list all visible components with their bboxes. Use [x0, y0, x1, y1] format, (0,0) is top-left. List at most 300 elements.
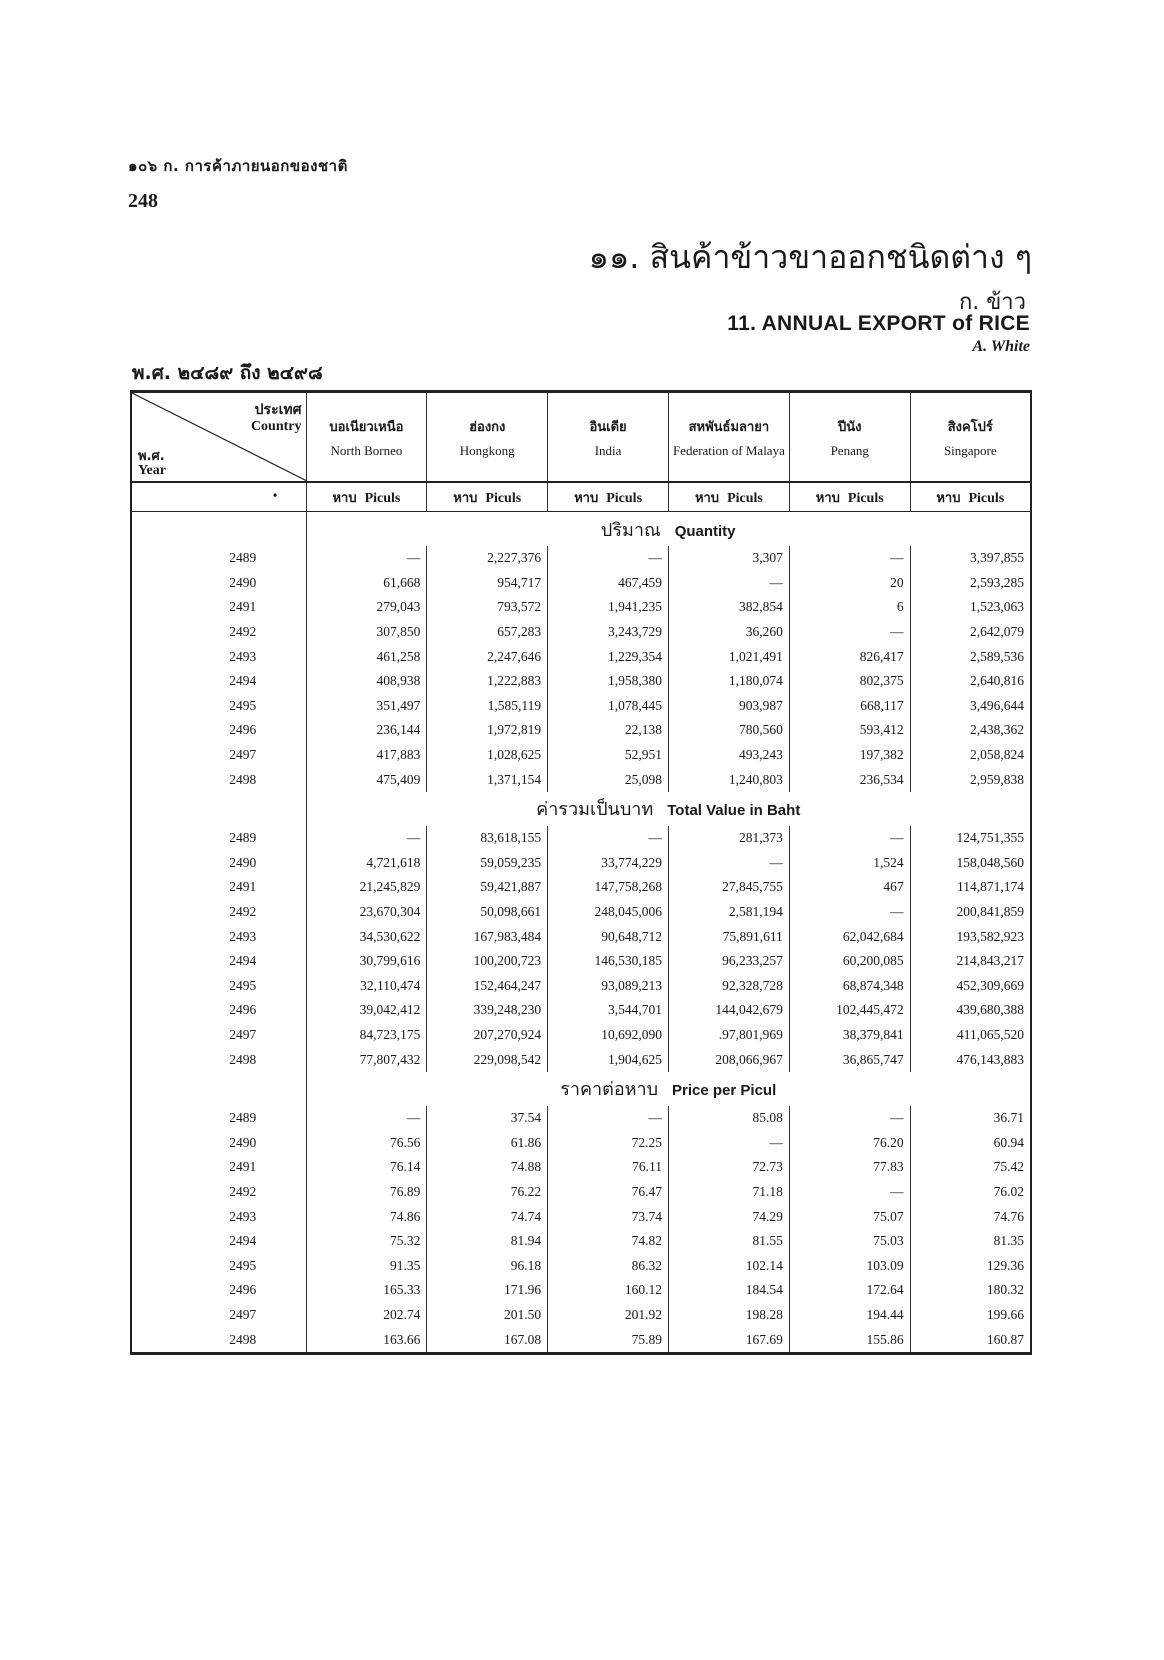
value-cell: 60.94 — [910, 1130, 1031, 1155]
value-cell: 158,048,560 — [910, 851, 1031, 876]
value-cell: 903,987 — [668, 694, 789, 719]
value-cell: 467 — [789, 875, 910, 900]
value-cell: — — [306, 546, 427, 571]
year-cell: 2491 — [131, 595, 306, 620]
value-cell: — — [548, 546, 669, 571]
value-cell: — — [789, 546, 910, 571]
year-cell: 2489 — [131, 1106, 306, 1131]
value-cell: 467,459 — [548, 571, 669, 596]
value-cell: 3,243,729 — [548, 620, 669, 645]
value-cell: 248,045,006 — [548, 900, 669, 925]
unit-cell — [910, 482, 1031, 512]
running-head: ๑๐๖ ก. การค้าภายนอกของชาติ — [128, 157, 348, 175]
value-cell: 59,059,235 — [427, 851, 548, 876]
year-cell: 2489 — [131, 826, 306, 851]
unit-thai: หาบ — [574, 490, 599, 506]
value-cell: 2,581,194 — [668, 900, 789, 925]
corner-country-thai: ประเทศ — [254, 402, 302, 418]
value-cell: 96.18 — [427, 1253, 548, 1278]
table-subtitle-thai: ก. ข้าว — [958, 290, 1026, 315]
value-cell: 75.89 — [548, 1327, 669, 1353]
year-cell: 2494 — [131, 949, 306, 974]
value-cell: 493,243 — [668, 743, 789, 768]
table-row — [131, 546, 1031, 571]
value-cell: 1,904,625 — [548, 1047, 669, 1072]
section-header-quantity — [131, 512, 1031, 547]
value-cell: 103.09 — [789, 1253, 910, 1278]
year-cell: 2493 — [131, 644, 306, 669]
corner-year-english: Year — [138, 463, 166, 478]
unit-english: Piculs — [968, 490, 1005, 506]
column-header-english: Penang — [830, 442, 869, 458]
value-cell: 201.50 — [427, 1303, 548, 1328]
table-row — [131, 1327, 1031, 1353]
unit-cell — [306, 482, 427, 512]
value-cell: 954,717 — [427, 571, 548, 596]
value-cell: 476,143,883 — [910, 1047, 1031, 1072]
value-cell: 74.76 — [910, 1204, 1031, 1229]
value-cell: 198.28 — [668, 1303, 789, 1328]
page-number: 248 — [128, 190, 158, 212]
unit-english: Piculs — [485, 490, 522, 506]
table-row — [131, 1155, 1031, 1180]
value-cell: 4,721,618 — [306, 851, 427, 876]
year-cell: 2490 — [131, 851, 306, 876]
value-cell: 2,438,362 — [910, 718, 1031, 743]
value-cell: 144,042,679 — [668, 998, 789, 1023]
corner-year-thai: พ.ศ. — [138, 449, 165, 464]
value-cell: 33,774,229 — [548, 851, 669, 876]
value-cell: 279,043 — [306, 595, 427, 620]
value-cell: 96,233,257 — [668, 949, 789, 974]
table-row — [131, 1180, 1031, 1205]
table-row — [131, 743, 1031, 768]
year-cell: 2493 — [131, 1204, 306, 1229]
year-range-label: พ.ศ. ๒๔๘๙ ถึง ๒๔๙๘ — [132, 362, 323, 384]
value-cell: 74.29 — [668, 1204, 789, 1229]
table-row — [131, 644, 1031, 669]
value-cell: 229,098,542 — [427, 1047, 548, 1072]
value-cell: 1,229,354 — [548, 644, 669, 669]
value-cell: 76.47 — [548, 1180, 669, 1205]
column-header-english: Singapore — [943, 442, 997, 458]
value-cell: 214,843,217 — [910, 949, 1031, 974]
year-cell: 2495 — [131, 1253, 306, 1278]
value-cell: 27,845,755 — [668, 875, 789, 900]
table-row — [131, 620, 1031, 645]
table-row — [131, 851, 1031, 876]
value-cell: — — [789, 620, 910, 645]
unit-thai: หาบ — [936, 490, 961, 506]
value-cell: 167,983,484 — [427, 924, 548, 949]
unit-thai: หาบ — [453, 490, 478, 506]
value-cell: 76.22 — [427, 1180, 548, 1205]
value-cell: — — [668, 571, 789, 596]
value-cell: 76.20 — [789, 1130, 910, 1155]
value-cell: — — [789, 1106, 910, 1131]
value-cell: 475,409 — [306, 767, 427, 792]
value-cell: 593,412 — [789, 718, 910, 743]
table-row — [131, 1204, 1031, 1229]
year-cell: 2497 — [131, 1303, 306, 1328]
value-cell: 77,807,432 — [306, 1047, 427, 1072]
section-label-thai: ปริมาณ — [600, 519, 661, 541]
value-cell: 1,371,154 — [427, 767, 548, 792]
column-header-thai: บอเนียวเหนือ — [329, 419, 404, 435]
value-cell: 1,941,235 — [548, 595, 669, 620]
value-cell: 202.74 — [306, 1303, 427, 1328]
year-cell: 2496 — [131, 1278, 306, 1303]
value-cell: 207,270,924 — [427, 1023, 548, 1048]
value-cell: 3,496,644 — [910, 694, 1031, 719]
value-cell: 20 — [789, 571, 910, 596]
value-cell: 152,464,247 — [427, 974, 548, 999]
value-cell: 1,180,074 — [668, 669, 789, 694]
value-cell: 668,117 — [789, 694, 910, 719]
value-cell: 76.14 — [306, 1155, 427, 1180]
section-label-thai: ราคาต่อหาบ — [560, 1079, 659, 1101]
table-row — [131, 826, 1031, 851]
unit-cell — [789, 482, 910, 512]
value-cell: 184.54 — [668, 1278, 789, 1303]
value-cell: 93,089,213 — [548, 974, 669, 999]
value-cell: 281,373 — [668, 826, 789, 851]
value-cell: 2,058,824 — [910, 743, 1031, 768]
column-header-thai: สิงคโปร์ — [947, 419, 993, 435]
value-cell: 21,245,829 — [306, 875, 427, 900]
value-cell: 1,523,063 — [910, 595, 1031, 620]
value-cell: 1,021,491 — [668, 644, 789, 669]
value-cell: 62,042,684 — [789, 924, 910, 949]
value-cell: 2,642,079 — [910, 620, 1031, 645]
value-cell: 39,042,412 — [306, 998, 427, 1023]
rice-export-table — [130, 390, 1032, 1355]
value-cell: 75.42 — [910, 1155, 1031, 1180]
value-cell: 36,260 — [668, 620, 789, 645]
value-cell: 1,222,883 — [427, 669, 548, 694]
table-row — [131, 1303, 1031, 1328]
value-cell: 72.73 — [668, 1155, 789, 1180]
table-row — [131, 924, 1031, 949]
value-cell: 167.08 — [427, 1327, 548, 1353]
value-cell: 155.86 — [789, 1327, 910, 1353]
section-header-total-value — [131, 792, 1031, 826]
table-row — [131, 1253, 1031, 1278]
corner-header-cell — [131, 392, 306, 483]
value-cell: 826,417 — [789, 644, 910, 669]
year-cell: 2498 — [131, 1047, 306, 1072]
unit-cell — [668, 482, 789, 512]
value-cell: — — [548, 826, 669, 851]
value-cell: 339,248,230 — [427, 998, 548, 1023]
value-cell: — — [306, 826, 427, 851]
unit-thai: หาบ — [694, 490, 720, 506]
value-cell: 60,200,085 — [789, 949, 910, 974]
table-title-english: 11. ANNUAL EXPORT of RICE — [727, 312, 1030, 335]
value-cell: — — [789, 900, 910, 925]
table-row — [131, 1130, 1031, 1155]
value-cell: 452,309,669 — [910, 974, 1031, 999]
value-cell: 84,723,175 — [306, 1023, 427, 1048]
value-cell: 75,891,611 — [668, 924, 789, 949]
value-cell: 52,951 — [548, 743, 669, 768]
value-cell: 194.44 — [789, 1303, 910, 1328]
value-cell: 91.35 — [306, 1253, 427, 1278]
value-cell: 102.14 — [668, 1253, 789, 1278]
value-cell: 61,668 — [306, 571, 427, 596]
table-row — [131, 571, 1031, 596]
section-label-cell — [306, 1072, 1031, 1106]
value-cell: 793,572 — [427, 595, 548, 620]
header-row — [131, 392, 1031, 483]
value-cell: 160.87 — [910, 1327, 1031, 1353]
unit-thai: หาบ — [332, 490, 357, 506]
value-cell: 382,854 — [668, 595, 789, 620]
value-cell: 163.66 — [306, 1327, 427, 1353]
value-cell: 10,692,090 — [548, 1023, 669, 1048]
table-row — [131, 669, 1031, 694]
column-header-thai: ปีนัง — [837, 419, 862, 435]
value-cell: 171.96 — [427, 1278, 548, 1303]
column-header-penang — [789, 392, 910, 483]
value-cell: 167.69 — [668, 1327, 789, 1353]
value-cell: 38,379,841 — [789, 1023, 910, 1048]
year-cell: 2495 — [131, 974, 306, 999]
value-cell: — — [548, 1106, 669, 1131]
value-cell: 102,445,472 — [789, 998, 910, 1023]
unit-english: Piculs — [606, 490, 643, 506]
value-cell: 147,758,268 — [548, 875, 669, 900]
column-header-singapore — [910, 392, 1031, 483]
value-cell: 86.32 — [548, 1253, 669, 1278]
value-cell: 172.64 — [789, 1278, 910, 1303]
value-cell: 199.66 — [910, 1303, 1031, 1328]
value-cell: 74.86 — [306, 1204, 427, 1229]
section-label-english: Total Value in Baht — [667, 802, 801, 820]
unit-cell — [548, 482, 669, 512]
value-cell: 411,065,520 — [910, 1023, 1031, 1048]
value-cell: 75.07 — [789, 1204, 910, 1229]
value-cell: 37.54 — [427, 1106, 548, 1131]
units-row — [131, 482, 1031, 512]
value-cell: 1,524 — [789, 851, 910, 876]
value-cell: 36,865,747 — [789, 1047, 910, 1072]
table-row — [131, 767, 1031, 792]
value-cell: 165.33 — [306, 1278, 427, 1303]
value-cell: 76.56 — [306, 1130, 427, 1155]
table-body — [131, 512, 1031, 1354]
value-cell: 81.94 — [427, 1229, 548, 1254]
table-row — [131, 1047, 1031, 1072]
column-header-thai: ฮ่องกง — [469, 419, 506, 435]
unit-english: Piculs — [727, 490, 763, 506]
value-cell: 71.18 — [668, 1180, 789, 1205]
section-label-english: Price per Picul — [672, 1082, 777, 1100]
value-cell: 6 — [789, 595, 910, 620]
value-cell: .97,801,969 — [668, 1023, 789, 1048]
value-cell: 3,307 — [668, 546, 789, 571]
value-cell: 3,544,701 — [548, 998, 669, 1023]
value-cell: 30,799,616 — [306, 949, 427, 974]
year-cell: 2497 — [131, 1023, 306, 1048]
value-cell: 83,618,155 — [427, 826, 548, 851]
value-cell: 200,841,859 — [910, 900, 1031, 925]
value-cell: 76.11 — [548, 1155, 669, 1180]
column-header-english: Hongkong — [459, 442, 515, 458]
unit-thai: หาบ — [815, 490, 840, 506]
value-cell: 1,078,445 — [548, 694, 669, 719]
unit-english: Piculs — [364, 490, 401, 506]
column-header-north-borneo — [306, 392, 427, 483]
value-cell: 92,328,728 — [668, 974, 789, 999]
value-cell: 201.92 — [548, 1303, 669, 1328]
column-header-english: India — [594, 442, 622, 458]
year-cell: 2496 — [131, 718, 306, 743]
value-cell: 408,938 — [306, 669, 427, 694]
column-header-english: Federation of Malaya — [672, 442, 785, 458]
year-cell: 2494 — [131, 669, 306, 694]
section-spacer-cell — [131, 1072, 306, 1106]
value-cell: 23,670,304 — [306, 900, 427, 925]
table-title-thai: ๑๑. สินค้าข้าวขาออกชนิดต่าง ๆ — [588, 238, 1032, 276]
value-cell: 3,397,855 — [910, 546, 1031, 571]
table-row — [131, 694, 1031, 719]
value-cell: 2,593,285 — [910, 571, 1031, 596]
value-cell: 208,066,967 — [668, 1047, 789, 1072]
value-cell: 439,680,388 — [910, 998, 1031, 1023]
value-cell: 1,585,119 — [427, 694, 548, 719]
table-row — [131, 1229, 1031, 1254]
section-spacer-cell — [131, 512, 306, 547]
value-cell: — — [668, 1130, 789, 1155]
year-cell: 2490 — [131, 571, 306, 596]
value-cell: 780,560 — [668, 718, 789, 743]
table-row — [131, 1106, 1031, 1131]
value-cell: 77.83 — [789, 1155, 910, 1180]
table-row — [131, 900, 1031, 925]
unit-english: Piculs — [847, 490, 884, 506]
value-cell: 351,497 — [306, 694, 427, 719]
value-cell: 197,382 — [789, 743, 910, 768]
value-cell: 146,530,185 — [548, 949, 669, 974]
value-cell: 802,375 — [789, 669, 910, 694]
value-cell: 1,240,803 — [668, 767, 789, 792]
section-label-thai: ค่ารวมเป็นบาท — [536, 799, 654, 821]
year-cell: 2491 — [131, 875, 306, 900]
corner-country-english: Country — [250, 419, 302, 434]
column-header-english: North Borneo — [330, 442, 403, 458]
value-cell: 1,028,625 — [427, 743, 548, 768]
column-header-federation-of-malaya — [668, 392, 789, 483]
value-cell: 76.89 — [306, 1180, 427, 1205]
year-cell: 2490 — [131, 1130, 306, 1155]
value-cell: 74.82 — [548, 1229, 669, 1254]
column-header-thai: อินเดีย — [589, 419, 627, 435]
year-cell: 2493 — [131, 924, 306, 949]
value-cell: 68,874,348 — [789, 974, 910, 999]
year-cell: 2491 — [131, 1155, 306, 1180]
units-bullet: • — [131, 482, 306, 512]
column-header-india — [548, 392, 669, 483]
section-label-english: Quantity — [674, 522, 736, 540]
value-cell: 307,850 — [306, 620, 427, 645]
value-cell: 657,283 — [427, 620, 548, 645]
section-header-price-per-picul — [131, 1072, 1031, 1106]
value-cell: 180.32 — [910, 1278, 1031, 1303]
value-cell: — — [789, 1180, 910, 1205]
value-cell: 193,582,923 — [910, 924, 1031, 949]
value-cell: 74.88 — [427, 1155, 548, 1180]
column-header-hongkong — [427, 392, 548, 483]
value-cell: 75.32 — [306, 1229, 427, 1254]
value-cell: 76.02 — [910, 1180, 1031, 1205]
year-cell: 2492 — [131, 620, 306, 645]
value-cell: 34,530,622 — [306, 924, 427, 949]
value-cell: 160.12 — [548, 1278, 669, 1303]
value-cell: 114,871,174 — [910, 875, 1031, 900]
year-cell: 2498 — [131, 767, 306, 792]
table-row — [131, 998, 1031, 1023]
value-cell: 417,883 — [306, 743, 427, 768]
year-cell: 2498 — [131, 1327, 306, 1353]
value-cell: 461,258 — [306, 644, 427, 669]
value-cell: 50,098,661 — [427, 900, 548, 925]
value-cell: 32,110,474 — [306, 974, 427, 999]
year-cell: 2497 — [131, 743, 306, 768]
value-cell: 2,227,376 — [427, 546, 548, 571]
value-cell: 100,200,723 — [427, 949, 548, 974]
value-cell: 236,534 — [789, 767, 910, 792]
value-cell: 22,138 — [548, 718, 669, 743]
table-subtitle-english: A. White — [972, 338, 1030, 355]
year-cell: 2494 — [131, 1229, 306, 1254]
year-cell: 2492 — [131, 1180, 306, 1205]
value-cell: 72.25 — [548, 1130, 669, 1155]
value-cell: 61.86 — [427, 1130, 548, 1155]
value-cell: — — [668, 851, 789, 876]
value-cell: 36.71 — [910, 1106, 1031, 1131]
value-cell: 1,958,380 — [548, 669, 669, 694]
section-label-cell — [306, 792, 1031, 826]
value-cell: 2,640,816 — [910, 669, 1031, 694]
value-cell: 2,959,838 — [910, 767, 1031, 792]
value-cell: 85.08 — [668, 1106, 789, 1131]
table-row — [131, 1278, 1031, 1303]
value-cell: 124,751,355 — [910, 826, 1031, 851]
value-cell: 2,589,536 — [910, 644, 1031, 669]
value-cell: 236,144 — [306, 718, 427, 743]
table-row — [131, 718, 1031, 743]
year-cell: 2489 — [131, 546, 306, 571]
value-cell: 74.74 — [427, 1204, 548, 1229]
section-spacer-cell — [131, 792, 306, 826]
value-cell: 25,098 — [548, 767, 669, 792]
year-cell: 2492 — [131, 900, 306, 925]
table-row — [131, 595, 1031, 620]
value-cell: — — [306, 1106, 427, 1131]
value-cell: 59,421,887 — [427, 875, 548, 900]
column-header-thai: สหพันธ์มลายา — [688, 419, 770, 435]
value-cell: 81.55 — [668, 1229, 789, 1254]
section-label-cell — [306, 512, 1031, 547]
value-cell: 73.74 — [548, 1204, 669, 1229]
value-cell: 75.03 — [789, 1229, 910, 1254]
value-cell: 129.36 — [910, 1253, 1031, 1278]
table-row — [131, 1023, 1031, 1048]
value-cell: 81.35 — [910, 1229, 1031, 1254]
value-cell: — — [789, 826, 910, 851]
value-cell: 90,648,712 — [548, 924, 669, 949]
